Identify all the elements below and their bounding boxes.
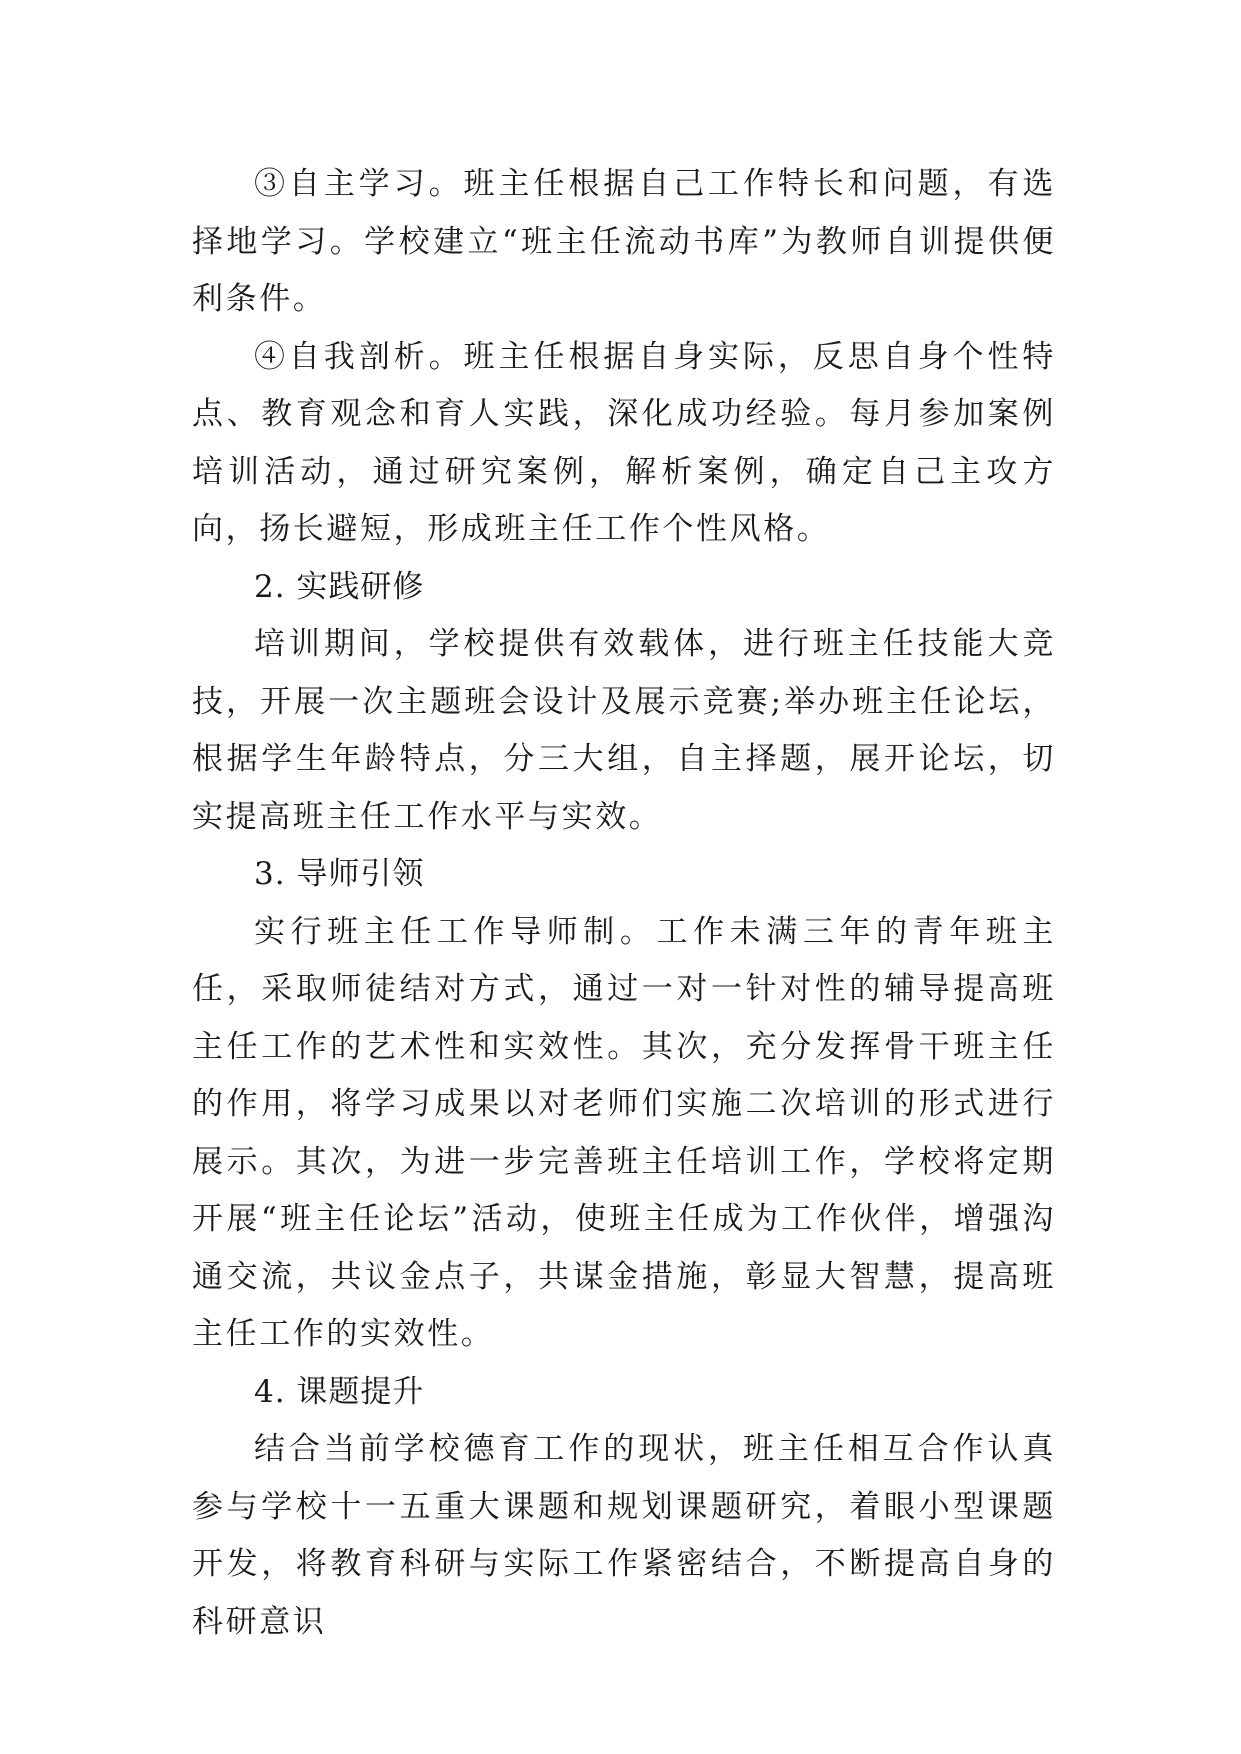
section-heading-mentor: 3. 导师引领 <box>254 856 425 892</box>
paragraph-mentor: 实行班主任工作导师制。工作未满三年的青年班主任，采取师徒结对方式，通过一对一针对性的辅导提高班主任工作的艺术性和实效性。其次，充分发挥骨干班主任的作用，将学习成果以对老师们实施二次培训的形式进行展示。其次，为进一步完善班主任培训工作，学校将定期开展“班主任论坛”活动，使班主任成为工作伙伴，增强沟通交流，共议金点子，共谋金措施，彰显大智慧，提高班主任工作的实效性。 <box>192 913 1056 1352</box>
paragraph-self-analysis: ④自我剖析。班主任根据自身实际，反思自身个性特点、教育观念和育人实践，深化成功经验。每月参加案例培训活动，通过研究案例，解析案例，确定自己主攻方向，扬长避短，形成班主任工作个性风格。 <box>192 338 1056 547</box>
section-heading-practice: 2. 实践研修 <box>254 568 425 605</box>
document-body <box>192 156 1056 1651</box>
section-heading-research: 4. 课题提升 <box>254 1373 425 1410</box>
paragraph-research: 结合当前学校德育工作的现状，班主任相互合作认真参与学校十一五重大课题和规划课题研究，着眼小型课题开发，将教育科研与实际工作紧密结合，不断提高自身的科研意识 <box>192 1431 1056 1640</box>
paragraph-practice: 培训期间，学校提供有效载体，进行班主任技能大竞技，开展一次主题班会设计及展示竞赛;举办班主任论坛，根据学生年龄特点，分三大组，自主择题，展开论坛，切实提高班主任工作水平与实效。 <box>192 626 1056 835</box>
paragraph-self-study: ③自主学习。班主任根据自己工作特长和问题，有选择地学习。学校建立“班主任流动书库”为教师自训提供便利条件。 <box>192 166 1056 317</box>
